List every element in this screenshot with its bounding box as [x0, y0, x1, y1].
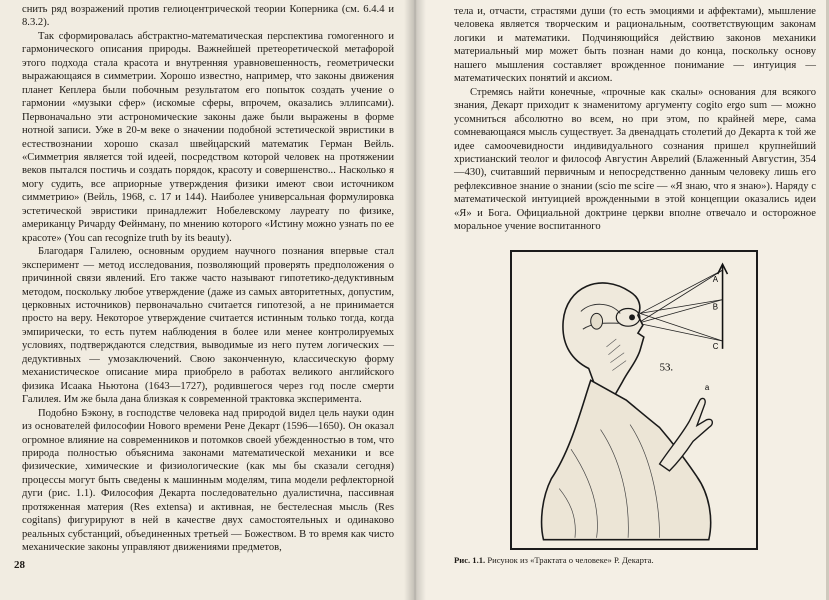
- right-page: [414, 0, 829, 600]
- caption-label: Рис. 1.1.: [454, 555, 486, 565]
- figure-label-small-a: a: [704, 383, 710, 393]
- left-page-text: [22, 3, 394, 555]
- paragraph: Стремясь найти конечные, «прочные как скалы» основания для всякого знания, Декарт приходит к знаменитому аргументу cogito ergo sum — можно усомниться абсолютно во всем, но при этом, по крайней мере, сама сомневающаяся мысль существует. За двенадцать столетий до Декарта к той же идее самоочевидности индивидуального сознания пришел крупнейший христианский теолог и философ Августин Аврелий (Блаженный Августин, 354—430), считавший первичным и непосредственно данным человеку лишь его рефлексивное знание о знании (scio me scire — «Я знаю, что я знаю»). Наряду с математической интуицией врожденными в этой концепции оказались идеи «Я» и Бога. Официальной доктрине церкви вполне отвечало и осторожное моральное учение воспитанного: [454, 86, 816, 233]
- paragraph: Так сформировалась абстрактно-математическая перспектива гомогенного и гармонического описания природы. Важнейшей претеоретической метафорой этого подхода стала красота и внутренняя уравновешенность, геометрически выражающаяся в симметрии. Хорошо известно, например, что законы движения планет Кеплера были побочным результатом его попыток создать учение о гармонии «музыки сфер» (искомые сферы, впрочем, оказались эллипсами). Первоначально эти астрономические законы даже были выражены в форме нотной записи. Уже в 20-м веке о значении подобной эстетической эвристики в естествознании хорошо сказал швейцарский математик Герман Вейль. «Симметрия является той идеей, посредством которой человек на протяжении веков пытался постичь и создать порядок, красоту и совершенство... Насколько я могу судить, все априорные утверждения физики имеют свои источником симметрию» (Вейль, 1968, с. 17 и 144). Наиболее универсальная формулировка эстетической эвристики принадлежит Нобелевскому лауреату по физике, американцу Ричарду Фейнману, по мнению которого «Истину можно узнать по ее красоте» (You can recognize truth by its beauty).: [22, 30, 394, 244]
- paragraph: тела и, отчасти, страстями души (то есть эмоциями и аффектами), мышление человека является творческим и рациональным, соответствующим законам логики и математики. Подчиняющийся действию законов механики материальный мир может быть познан нами до конца, поскольку основу нашего мышления составляет врожденное понимание — интуиция — математических понятий и аксиом.: [454, 6, 816, 85]
- book-gutter-shadow: [404, 0, 426, 600]
- figure-label-a: A: [712, 274, 718, 284]
- figure-label-c: C: [712, 341, 719, 351]
- paragraph: Благодаря Галилею, основным орудием научного познания впервые стал эксперимент — метод исследования, позволяющий проверять предположения о причинной связи явлений. Его также часто называют гипотетико-дедуктивным методом, поскольку любое утверждение (даже из самых авторитетных, допустим, церковных источников) первоначально считается гипотезой, а не принимается просто на веру. Некоторое утверждение считается истинным только тогда, когда эмпирически, то есть путем наблюдения в более или менее контролируемых условиях, подтверждаются следствия, выводимые из него путем логических — дедуктивных — умозаключений. Свою законченную, классическую форму механистическое описание мира приобрело в работах великого английского физика Исаака Ньютона (1643—1727), родившегося через год после смерти Галилея. Им же была дана близкая к современной трактовка эксперимента.: [22, 246, 394, 406]
- figure-descartes-vision: [510, 250, 758, 550]
- figure-plate-number: 53.: [659, 361, 674, 374]
- caption-text: Рисунок из «Трактата о человеке» Р. Декарта.: [485, 555, 654, 565]
- engraving-illustration: [512, 252, 756, 548]
- paragraph: Подобно Бэкону, в господстве человека над природой видел цель науки один из основателей философии Нового времени Рене Декарт (1596—1650). Он оказал огромное влияние на современников и потомков своей убежденностью в том, что природа полностью объяснима законами математической механики и все физические, химические и физиологические (как мы бы сказали сегодня) процессы могут быть сведены к машинным моделям, типа модели рефлекторной дуги (рис. 1.1). Философия Декарта последовательно дуалистична, пассивная протяженная материя (Res extensa) и активная, не бестелесная мысль (Res cogitans) фигурируют в ней в качестве двух самостоятельных и одинаково реальных субстанций, объединенных третьей — Божеством. В то время как чисто механические законы управляют движениями предметов,: [22, 407, 394, 554]
- left-page: [0, 0, 414, 600]
- right-page-text: [454, 5, 816, 234]
- page-number: 28: [14, 559, 25, 571]
- paragraph: снить ряд возражений против гелиоцентрической теории Коперника (см. 6.4.4 и 8.3.2).: [22, 4, 394, 29]
- figure-label-b: B: [712, 302, 718, 312]
- figure-caption: [454, 555, 654, 565]
